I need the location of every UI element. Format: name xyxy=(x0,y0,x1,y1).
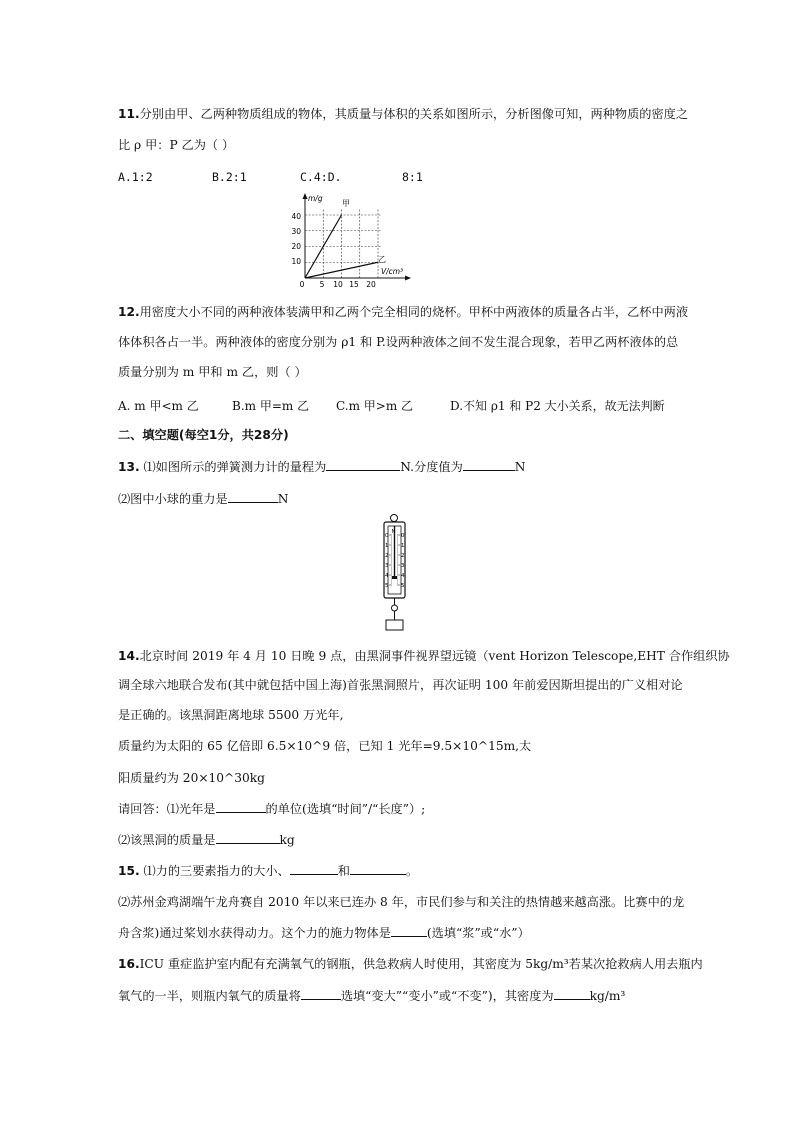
q15-part2: 和 xyxy=(337,864,350,878)
q12-option-a: A. m 甲<m 乙 xyxy=(118,399,199,413)
spring-scale-figure xyxy=(376,512,416,632)
q14-q2-text: ⑵该黑洞的质量是 xyxy=(118,833,216,847)
hanging-weight xyxy=(386,620,403,630)
q11-text-line1: 分别由甲、乙两种物质组成的物体，其质量与体积的关系如图所示，分析图像可知，两种物质的密度之 xyxy=(139,107,689,121)
graph-xlabel: V/cm³ xyxy=(381,267,404,276)
q11-option-d: 8:1 xyxy=(402,170,423,184)
series-line-yi xyxy=(305,262,378,278)
q13-part2: N.分度值为 xyxy=(400,460,463,474)
graph-yticks xyxy=(291,212,301,266)
q16-number: 16. xyxy=(118,957,140,971)
q14-blank-lightyear[interactable] xyxy=(216,801,266,813)
q12-option-b: B.m 甲=m 乙 xyxy=(232,399,310,413)
scale-unit: N xyxy=(391,529,396,535)
q14-blank-mass[interactable] xyxy=(216,832,280,844)
ytick-label: 40 xyxy=(291,212,301,221)
q14-line6 xyxy=(118,801,425,817)
q14-line2: 调全球六地联合发布(其中就包括中国上海)首张黑洞照片，再次证明 100 年前爱因斯坦提出的广义相对论 xyxy=(118,678,683,692)
q13-blank-division[interactable] xyxy=(463,459,515,471)
q16-line1 xyxy=(118,956,703,972)
scale-hook-ring xyxy=(391,515,398,522)
scale-label: 2 xyxy=(385,553,389,559)
graph-xticks xyxy=(300,280,376,289)
q16-blank-mass[interactable] xyxy=(301,988,341,1000)
scale-lower-hook xyxy=(392,605,398,611)
q11-number: 11. xyxy=(118,107,140,121)
q16-line2-hint: 选填“变大”“变小”或“不变”)，其密度为 xyxy=(340,989,554,1003)
series-label-jia: 甲 xyxy=(342,199,350,208)
q15-line3 xyxy=(118,925,530,941)
q15-blank-source[interactable] xyxy=(391,925,427,937)
scale-label: 1 xyxy=(385,543,389,549)
q13-blank-range[interactable] xyxy=(326,459,400,471)
q14-line5: 阳质量约为 20×10^30kg xyxy=(118,771,265,785)
q11-option-c: C.4:D. xyxy=(300,170,342,184)
xtick-label: 15 xyxy=(349,280,359,289)
q14-number: 14. xyxy=(118,649,140,663)
x-axis-arrow xyxy=(405,276,411,281)
q13-part3: N xyxy=(514,460,526,474)
q11-option-b: B.2:1 xyxy=(212,170,247,184)
graph-grid xyxy=(305,209,382,278)
scale-label: 5 xyxy=(401,583,405,589)
xtick-label: 5 xyxy=(319,280,325,289)
q12-text-line1: 用密度大小不同的两种液体装满甲和乙两个完全相同的烧杯。甲杯中两液体的质量各占半，乙杯中两液 xyxy=(139,305,689,319)
q13-blank-weight[interactable] xyxy=(228,491,278,503)
q12-line1 xyxy=(118,304,688,320)
q12-line3: 质量分别为 m 甲和 m 乙，则（ ） xyxy=(118,365,307,379)
q11-line1 xyxy=(118,106,688,122)
q11-option-a: A.1:2 xyxy=(118,170,153,184)
q16-text-line1: ICU 重症监护室内配有充满氧气的钢瓶，供急救病人时使用，其密度为 5kg/m³若某次抢救病人用去瓶内 xyxy=(139,957,703,971)
series-label-yi: 乙 xyxy=(378,255,386,264)
q15-part3: 。 xyxy=(405,864,419,878)
scale-label: 3 xyxy=(401,563,405,569)
q12-option-d: D.不知 ρ1 和 P2 大小关系，故无法判断 xyxy=(450,399,665,413)
q13-number: 13. xyxy=(118,460,140,474)
graph-ylabel: m/g xyxy=(308,194,323,203)
q15-line2: ⑵苏州金鸡湖端午龙舟赛自 2010 年以来已连办 8 年，市民们参与和关注的热情越来越高涨。比赛中的龙 xyxy=(118,895,685,909)
section-fill-in-title: 二、填空题(每空1分，共28分) xyxy=(118,428,289,442)
scale-pointer xyxy=(392,576,397,579)
q15-blank-direction[interactable] xyxy=(290,863,338,875)
q14-line4: 质量约为太阳的 65 亿倍即 6.5×10^9 倍，已知 1 光年=9.5×10^15m,太 xyxy=(118,739,532,753)
scale-label: 0 xyxy=(401,533,405,539)
q15-line3-hint: (选填“浆”或“水”） xyxy=(426,926,530,940)
xtick-label: 20 xyxy=(366,280,376,289)
q14-line1 xyxy=(118,648,730,664)
q13-line1 xyxy=(118,459,525,475)
q15-part1: ⑴力的三要素指力的大小、 xyxy=(143,864,290,878)
scale-label: 4 xyxy=(401,573,405,579)
y-axis-arrow xyxy=(303,193,308,199)
q13-line2 xyxy=(118,491,288,507)
q12-option-c: C.m 甲>m 乙 xyxy=(336,399,414,413)
mass-volume-graph xyxy=(280,190,430,290)
q14-q2-unit: kg xyxy=(279,833,295,847)
scale-label: 4 xyxy=(385,573,389,579)
q16-line2-text: 氧气的一半，则瓶内氧气的质量将 xyxy=(118,989,301,1003)
scale-label: 2 xyxy=(401,553,405,559)
ytick-label: 20 xyxy=(291,242,301,251)
xtick-label: 10 xyxy=(333,280,343,289)
q15-number: 15. xyxy=(118,864,140,878)
q16-blank-density[interactable] xyxy=(554,988,590,1000)
q11-line2: 比 ρ 甲：P 乙为（ ） xyxy=(118,138,235,152)
q16-line2 xyxy=(118,988,625,1004)
q13-part4: ⑵图中小球的重力是 xyxy=(118,492,228,506)
q15-line1 xyxy=(118,863,418,879)
q14-line3: 是正确的。该黑洞距离地球 5500 万光年, xyxy=(118,708,344,722)
scale-label: 1 xyxy=(401,543,405,549)
ytick-label: 30 xyxy=(291,227,301,236)
q13-part5: N xyxy=(277,492,289,506)
q14-q1-hint: 的单位(选填“时间”/“长度”）; xyxy=(265,802,426,816)
scale-label: 5 xyxy=(385,583,389,589)
q12-number: 12. xyxy=(118,305,140,319)
q15-line3-text: 舟含浆)通过桨划水获得动力。这个力的施力物体是 xyxy=(118,926,391,940)
scale-label: 0 xyxy=(385,533,389,539)
q14-text-line1: 北京时间 2019 年 4 月 10 日晚 9 点，由黑洞事件视界望远镜（vent Horizon Telescope,EHT 合作组织协 xyxy=(139,649,730,663)
q14-q1-text: 请回答：⑴光年是 xyxy=(118,802,216,816)
scale-label: 3 xyxy=(385,563,389,569)
ytick-label: 10 xyxy=(291,257,301,266)
q14-line7 xyxy=(118,832,295,848)
q13-part1: ⑴如图所示的弹簧测力计的量程为 xyxy=(143,460,327,474)
xtick-label: 0 xyxy=(299,280,305,289)
q15-blank-point[interactable] xyxy=(350,863,406,875)
q12-line2: 体体积各占一半。两种液体的密度分别为 ρ1 和 P.设两种液体之间不发生混合现象，若甲乙两杯液体的总 xyxy=(118,335,679,349)
q16-line2-unit: kg/m³ xyxy=(589,989,626,1003)
